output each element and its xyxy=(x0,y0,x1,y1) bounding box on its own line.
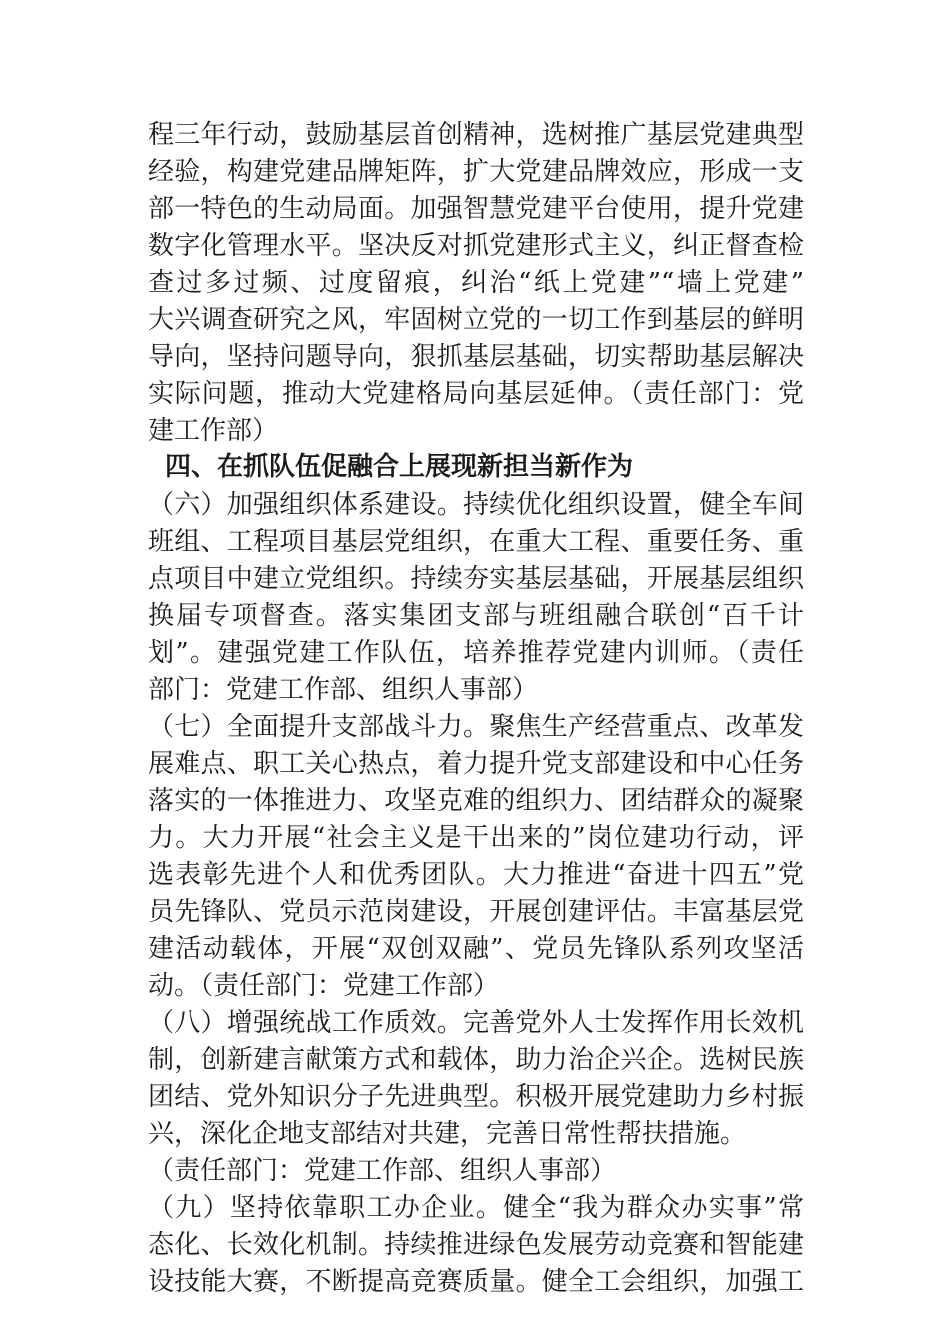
body-text-line: 展难点、职工关心热点，着力提升党支部建设和中心任务 xyxy=(148,749,804,779)
body-text-line: （九）坚持依靠职工办企业。健全“我为群众办实事”常 xyxy=(148,1193,804,1223)
body-text-line: 导向，坚持问题导向，狠抓基层基础，切实帮助基层解决 xyxy=(148,342,804,372)
body-text-line: 部门：党建工作部、组织人事部） xyxy=(148,675,539,705)
body-text-line: 态化、长效化机制。持续推进绿色发展劳动竞赛和智能建 xyxy=(148,1230,804,1260)
body-text-line: 设技能大赛，不断提高竞赛质量。健全工会组织，加强工 xyxy=(148,1267,804,1297)
body-text-line: （责任部门：党建工作部、组织人事部） xyxy=(148,1156,617,1186)
body-text-line: 建工作部） xyxy=(148,416,279,446)
body-text-line: 程三年行动，鼓励基层首创精神，选树推广基层党建典型 xyxy=(148,120,804,150)
body-text-line: 员先锋队、党员示范岗建设，开展创建评估。丰富基层党 xyxy=(148,897,804,927)
body-text-line: 落实的一体推进力、攻坚克难的组织力、团结群众的凝聚 xyxy=(148,786,804,816)
body-text-line: 点项目中建立党组织。持续夯实基层基础，开展基层组织 xyxy=(148,564,804,594)
body-text-line: 经验，构建党建品牌矩阵，扩大党建品牌效应，形成一支 xyxy=(148,157,804,187)
body-text-line: 制，创新建言献策方式和载体，助力治企兴企。选树民族 xyxy=(148,1045,804,1075)
body-text-line: 划”。建强党建工作队伍，培养推荐党建内训师。（责任 xyxy=(148,638,804,668)
section-heading: 四、在抓队伍促融合上展现新担当新作为 xyxy=(165,452,634,482)
body-text-line: 动。（责任部门：党建工作部） xyxy=(148,971,500,1001)
body-text-line: 换届专项督查。落实集团支部与班组融合联创“百千计 xyxy=(148,601,804,631)
body-text-line: 班组、工程项目基层党组织，在重大工程、重要任务、重 xyxy=(148,527,804,557)
body-text-line: （八）增强统战工作质效。完善党外人士发挥作用长效机 xyxy=(148,1008,804,1038)
body-text-line: 建活动载体，开展“双创双融”、党员先锋队系列攻坚活 xyxy=(148,934,804,964)
body-text-line: 数字化管理水平。坚决反对抓党建形式主义，纠正督查检 xyxy=(148,231,804,261)
body-text-line: （六）加强组织体系建设。持续优化组织设置，健全车间 xyxy=(148,490,804,520)
body-text-line: 实际问题，推动大党建格局向基层延伸。（责任部门：党 xyxy=(148,379,804,409)
body-text-line: 力。大力开展“社会主义是干出来的”岗位建功行动，评 xyxy=(148,823,804,853)
body-text-line: 查过多过频、过度留痕，纠治“纸上党建”“墙上党建” xyxy=(148,268,804,298)
body-text-line: 兴，深化企地支部结对共建，完善日常性帮扶措施。 xyxy=(148,1119,747,1149)
body-text-line: 部一特色的生动局面。加强智慧党建平台使用，提升党建 xyxy=(148,194,804,224)
body-text-line: 大兴调查研究之风，牢固树立党的一切工作到基层的鲜明 xyxy=(148,305,804,335)
body-text-line: 选表彰先进个人和优秀团队。大力推进“奋进十四五”党 xyxy=(148,860,804,890)
body-text-line: （七）全面提升支部战斗力。聚焦生产经营重点、改革发 xyxy=(148,712,804,742)
body-text-line: 团结、党外知识分子先进典型。积极开展党建助力乡村振 xyxy=(148,1082,804,1112)
